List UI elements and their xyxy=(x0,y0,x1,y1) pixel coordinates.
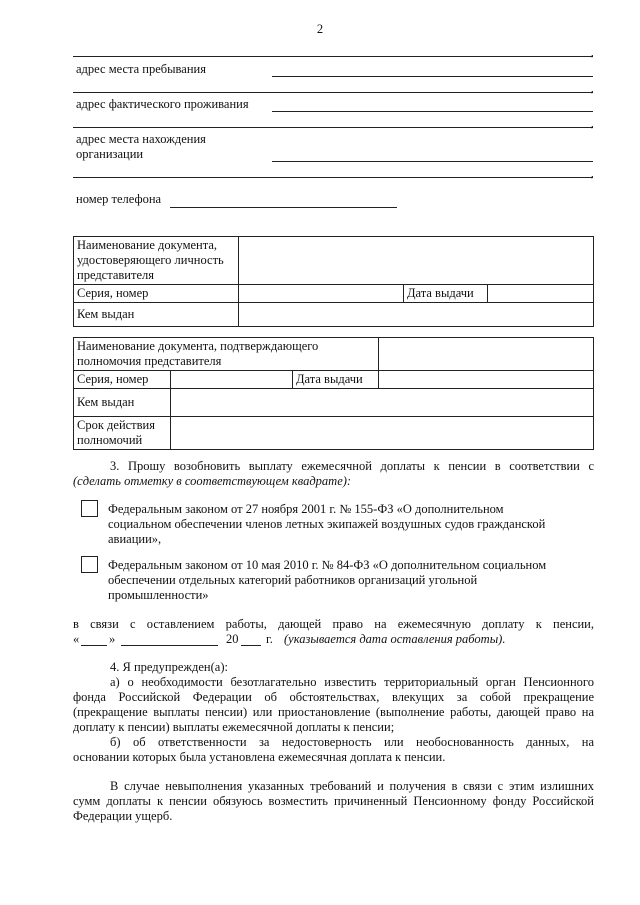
section4-b-line2: основании которых была установлена ежемесячная доплата к пенсии. xyxy=(73,750,446,764)
closing-line3: Федерации ущерб. xyxy=(73,809,173,823)
authority-series-field[interactable] xyxy=(171,371,293,389)
comma-4: , xyxy=(591,168,594,180)
closing-line1: В случае невыполнения указанных требований и получения в связи с этим излишних xyxy=(110,779,594,793)
section4-heading: 4. Я предупрежден(а): xyxy=(110,660,228,674)
date-day-field[interactable] xyxy=(81,645,107,646)
rep-id-series-field[interactable] xyxy=(239,285,404,303)
authority-issue-date-field[interactable] xyxy=(379,371,594,389)
section3-line1: 3. Прошу возобновить выплату ежемесячной доплаты к пенсии в соответствии с xyxy=(110,459,594,473)
date-year-field[interactable] xyxy=(241,645,261,646)
label-phone: номер телефона xyxy=(76,192,162,206)
rep-id-doc-name-label: Наименование документа, удостоверяющего личность представителя xyxy=(74,237,239,285)
option-84fz-line3: промышленности» xyxy=(108,588,209,602)
date-close-quote: » xyxy=(109,632,116,646)
rep-id-issued-by-label: Кем выдан xyxy=(74,303,239,327)
option-155fz-line1: Федеральным законом от 27 ноября 2001 г. № 155-ФЗ «О дополнительном xyxy=(108,502,504,516)
authority-issued-by-field[interactable] xyxy=(171,389,594,417)
page-number: 2 xyxy=(316,22,324,36)
section3-reason: в связи с оставлением работы, дающей право на ежемесячную доплату к пенсии, xyxy=(73,617,594,631)
date-year-suffix: г. xyxy=(266,632,273,646)
address-top-line xyxy=(73,56,593,57)
authority-issued-by-label: Кем выдан xyxy=(74,389,171,417)
date-century: 20 xyxy=(226,632,239,646)
rep-id-issued-by-field[interactable] xyxy=(239,303,594,327)
authority-validity-field[interactable] xyxy=(171,417,594,450)
section3-instruction: (сделать отметку в соответствующем квадрате): xyxy=(73,474,352,488)
authority-doc-name-label: Наименование документа, подтверждающего полномочия представителя xyxy=(74,338,379,371)
option-155fz-line3: авиации», xyxy=(108,532,162,546)
rep-id-doc-table xyxy=(73,236,594,327)
authority-series-label: Серия, номер xyxy=(74,371,171,389)
rep-id-issue-date-field[interactable] xyxy=(488,285,594,303)
comma-1: , xyxy=(591,47,594,59)
authority-validity-label: Срок действия полномочий xyxy=(74,417,171,450)
label-org-address-1: адрес места нахождения xyxy=(76,132,206,146)
section4-a-line4: доплату к пенсии) выплаты ежемесячной доплаты к пенсии; xyxy=(73,720,395,734)
rep-id-series-label: Серия, номер xyxy=(74,285,239,303)
label-stay-address: адрес места пребывания xyxy=(76,62,206,76)
stay-address-line-2[interactable] xyxy=(73,92,593,93)
option-84fz-line2: обеспечении отдельных категорий работников организаций угольной xyxy=(108,573,478,587)
option-84fz-line1: Федеральным законом от 10 мая 2010 г. № 84-ФЗ «О дополнительном социальном xyxy=(108,558,547,572)
authority-issue-date-label: Дата выдачи xyxy=(293,371,379,389)
option-155fz-line2: социальном обеспечении членов летных экипажей воздушных судов гражданской xyxy=(108,517,546,531)
actual-address-line-2[interactable] xyxy=(73,127,593,128)
section4-a-line1: а) о необходимости безотлагательно известить территориальный орган Пенсионного xyxy=(110,675,594,689)
stay-address-field[interactable] xyxy=(272,76,593,77)
section4-a-line3: (прекращение выплаты пенсии) или приостановление (выполнение работы, дающей право на xyxy=(73,705,594,719)
comma-2: , xyxy=(591,83,594,95)
closing-line2: сумм доплаты к пенсии обязуюсь возместить причиненный Пенсионному фонду Российской xyxy=(73,794,594,808)
org-address-field[interactable] xyxy=(272,161,593,162)
date-hint: (указывается дата оставления работы). xyxy=(284,632,506,646)
section4-b-line1: б) об ответственности за недостоверность или необоснованность данных, на xyxy=(110,735,594,749)
comma-3: , xyxy=(591,118,594,130)
rep-id-issue-date-label: Дата выдачи xyxy=(404,285,488,303)
phone-field[interactable] xyxy=(170,207,397,208)
date-open-quote: « xyxy=(73,632,80,646)
label-actual-address: адрес фактического проживания xyxy=(76,97,249,111)
rep-id-doc-name-field[interactable] xyxy=(239,237,594,285)
label-org-address-2: организации xyxy=(76,147,144,161)
date-month-field[interactable] xyxy=(121,645,218,646)
option-155fz-checkbox[interactable] xyxy=(81,500,98,517)
actual-address-field[interactable] xyxy=(272,111,593,112)
rep-authority-doc-table xyxy=(73,337,594,450)
section4-a-line2: фонда Российской Федерации об обстоятельствах, влекущих за собой прекращение xyxy=(73,690,594,704)
option-84fz-checkbox[interactable] xyxy=(81,556,98,573)
org-address-line-2[interactable] xyxy=(73,177,593,178)
authority-doc-name-field[interactable] xyxy=(379,338,594,371)
